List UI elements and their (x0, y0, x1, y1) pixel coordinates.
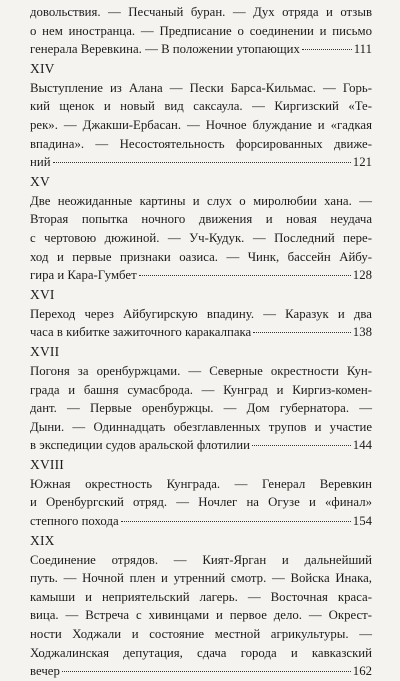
toc-entry-chapter-15 (30, 174, 372, 285)
text-line: Соединение отрядов. — Кият-Ярган и дальнейший (30, 552, 372, 567)
toc-entry-chapter-16 (30, 287, 372, 342)
text-line: Дыни. — Одиннадцать обезглавленных трупов и участие (30, 419, 372, 434)
toc-entry-chapter-17 (30, 344, 372, 455)
page-number: 162 (352, 664, 372, 679)
text-line: впадина». — Несостоятельность форсированных движе- (30, 136, 372, 151)
text-line: рек». — Джакши-Ербасан. — Ночное блуждание и «гадкая (30, 117, 372, 132)
text-line: дант. — Первые оренбуржцы. — Дом губернатора. — (30, 401, 372, 416)
text-line: Погоня за оренбуржцами. — Северные окрестности Кун- (30, 363, 372, 378)
entry-text (30, 3, 372, 59)
chapter-heading: XVI (30, 286, 55, 302)
text-line: ности Ходжали и состояние местной агрикультуры. — (30, 627, 372, 642)
text-line: Южная окрестность Кунграда. — Генерал Веревкин (30, 476, 372, 491)
chapter-heading: XVIII (30, 456, 64, 472)
dot-leader (121, 521, 351, 522)
chapter-heading: XVII (30, 343, 60, 359)
toc-entry-continued (30, 3, 372, 59)
text-line: и Оренбургский отряд. — Ночлег на Огузе и «финал» (30, 495, 372, 510)
text-last-line (30, 436, 372, 455)
text-line: Ходжалинская депутация, сдача города и кавказский (30, 645, 372, 660)
dot-leader (252, 445, 351, 446)
entry-text (30, 192, 372, 285)
text-line-end: степного похода (30, 514, 119, 529)
entry-text (30, 475, 372, 531)
text-line-end: вечер (30, 664, 60, 679)
text-line-end: гира и Кара-Гумбет (30, 268, 137, 283)
entry-text (30, 305, 372, 342)
text-line-end: ний (30, 155, 51, 170)
page-number: 121 (352, 155, 372, 170)
text-line: Выступление из Алана — Пески Барса-Кильмас. — Горь- (30, 80, 372, 95)
page-number: 144 (352, 438, 372, 453)
text-line: камыши и неприятельский лагерь. — Восточная краса- (30, 589, 372, 604)
chapter-heading: XIX (30, 532, 55, 548)
text-line: вица. — Встреча с хивинцами и первое дело. — Окрест- (30, 608, 372, 623)
dot-leader (253, 332, 351, 333)
entry-text (30, 362, 372, 455)
toc-entry-chapter-19 (30, 533, 372, 681)
text-last-line (30, 266, 372, 285)
page-number: 111 (353, 42, 372, 57)
text-line: с чертовою дюжиной. — Уч-Кудук. — Последний пере- (30, 230, 372, 245)
page-number: 138 (352, 325, 372, 340)
entry-text (30, 79, 372, 172)
text-last-line (30, 40, 372, 59)
chapter-heading: XIV (30, 60, 55, 76)
text-line: кий щенок и новый вид саксаула. — Киргизский «Те- (30, 99, 372, 114)
text-line: путь. — Ночной плен и утренний смотр. — Войска Инака, (30, 571, 372, 586)
text-line: Вторая попытка ночного движения и новая неудача (30, 212, 372, 227)
text-last-line (30, 153, 372, 172)
text-line: довольствия. — Песчаный буран. — Дух отряда и отзыв (30, 5, 372, 19)
text-line: града и башня сумасброда. — Кунград и Киргиз-комен- (30, 382, 372, 397)
toc-entry-chapter-14 (30, 61, 372, 172)
text-line-end: генерала Веревкина. — В положении утопающих (30, 42, 300, 57)
dot-leader (53, 162, 351, 163)
entry-text (30, 551, 372, 681)
text-line: Две неожиданные картины и слух о миролюбии хана. — (30, 193, 372, 208)
text-line: ход и первые признаки оазиса. — Чинк, бассейн Айбу- (30, 249, 372, 264)
dot-leader (62, 671, 351, 672)
text-last-line (30, 662, 372, 681)
text-last-line (30, 512, 372, 531)
text-line: о нем иностранца. — Предписание о соединении и письмо (30, 23, 372, 38)
text-line-end: в экспедиции судов аральской флотилии (30, 438, 250, 453)
dot-leader (139, 275, 351, 276)
text-line-end: часа в кибитке зажиточного каракалпака (30, 325, 252, 340)
text-line: Переход через Айбугирскую впадину. — Каразук и два (30, 306, 372, 321)
chapter-heading: XV (30, 173, 50, 189)
page-number: 154 (352, 514, 372, 529)
dot-leader (302, 49, 352, 50)
page-number: 128 (352, 268, 372, 283)
text-last-line (30, 323, 372, 342)
toc-entry-chapter-18 (30, 457, 372, 531)
